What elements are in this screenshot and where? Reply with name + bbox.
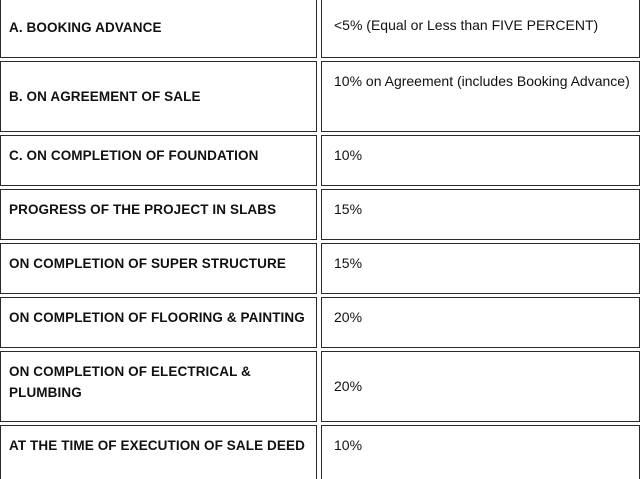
stage-cell: PROGRESS OF THE PROJECT IN SLABS	[0, 189, 317, 240]
table-row	[0, 351, 640, 422]
payment-cell: 15%	[321, 243, 640, 294]
payment-cell: <5% (Equal or Less than FIVE PERCENT)	[321, 0, 640, 58]
table-row	[0, 61, 640, 132]
table-row	[0, 297, 640, 348]
table-row	[0, 243, 640, 294]
stage-cell: AT THE TIME OF EXECUTION OF SALE DEED	[0, 425, 317, 479]
stage-cell: ON COMPLETION OF FLOORING & PAINTING	[0, 297, 317, 348]
payment-cell: 10%	[321, 425, 640, 479]
payment-cell: 15%	[321, 189, 640, 240]
payment-cell: 20%	[321, 351, 640, 422]
table-row	[0, 425, 640, 479]
payment-cell: 10%	[321, 135, 640, 186]
payment-cell: 10% on Agreement (includes Booking Advance)	[321, 61, 640, 132]
stage-cell: C. ON COMPLETION OF FOUNDATION	[0, 135, 317, 186]
stage-cell: ON COMPLETION OF ELECTRICAL & PLUMBING	[0, 351, 317, 422]
stage-cell: A. BOOKING ADVANCE	[0, 0, 317, 58]
stage-cell: B. ON AGREEMENT OF SALE	[0, 61, 317, 132]
stage-cell: ON COMPLETION OF SUPER STRUCTURE	[0, 243, 317, 294]
table-row	[0, 0, 640, 58]
payment-cell: 20%	[321, 297, 640, 348]
table-row	[0, 135, 640, 186]
table-row	[0, 189, 640, 240]
